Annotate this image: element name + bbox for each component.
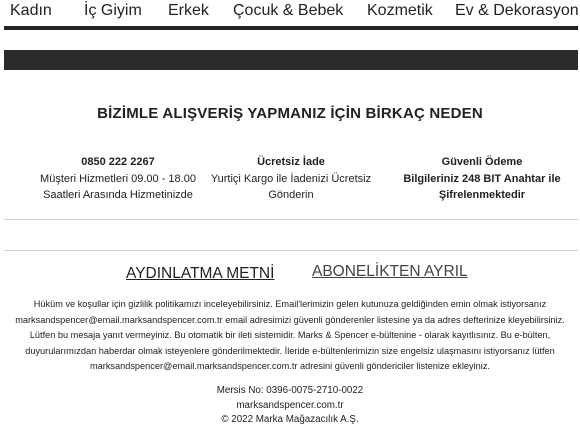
unsubscribe-link[interactable]: ABONELİKTEN AYRIL [312,263,468,280]
reason-secure-payment [392,154,572,204]
reason-free-return [201,154,381,204]
reason-secure-payment-body: Bilgileriniz 248 BIT Anahtar ile Şifrelenmektedir [403,172,561,201]
nav-item-erkek[interactable]: Erkek [168,2,209,19]
footer-info [0,384,580,427]
reason-secure-payment-title: Güvenli Ödeme [441,156,523,168]
mersis-number: Mersis No: 0396-0075-2710-0022 [216,385,364,396]
banner-strip [4,50,578,70]
site-domain: marksandspencer.com.tr [236,399,344,411]
reason-free-return-title: Ücretsiz İade [257,156,325,168]
privacy-notice-link[interactable]: AYDINLATMA METNİ [126,265,275,282]
reason-phone-title: 0850 222 2267 [81,156,155,168]
nav-item-kadin[interactable]: Kadın [10,2,52,19]
copyright: © 2022 Marka Mağazacılık A.Ş. [221,414,359,425]
section-divider [4,250,578,251]
top-nav [0,0,580,26]
nav-item-ev-dekorasyon[interactable]: Ev & Dekorasyon [455,2,579,19]
nav-divider [4,26,578,30]
reason-free-return-body: Yurtiçi Kargo ile İadenizi Ücretsiz Gönderin [210,172,372,201]
nav-item-cocuk-bebek[interactable]: Çocuk & Bebek [233,2,344,19]
reasons-heading: BİZİMLE ALIŞVERİŞ YAPMANIZ İÇİN BİRKAÇ NEDEN [97,105,483,122]
reason-phone-body: Müşteri Hizmetleri 09.00 - 18.00 Saatleri Arasında Hizmetinizde [40,172,196,201]
nav-item-ic-giyim[interactable]: İç Giyim [84,2,142,19]
reason-phone [28,154,208,204]
email-disclaimer: Hüküm ve koşullar için gizlilik politikamızı inceleyebilirsiniz. Email'lerimizin gelen kutunuza geldiğinden emin olmak istiyorsanız marksandspencer@email.marksandspencer.com.tr email adresimizi güvenli gönderenler listesine ya da adres defterinize kleyebilirsiniz. Lütfen bu mesaja yanıt vermeyiniz. Bu otomatik bir ileti sistemidir. Marks & Spencer e-bültenine - olarak kayıtlısınız. Bu e-bülten, duyurularımızdan haberdar olmak isteyenlere gönderilmektedir. İleride e-bültenlerimizin size engelsiz ulaşmasını istiyorsanız lütfen marksandspencer@email.marksandspencer.com.tr adresini güvenli göndericiler listenize ekleyiniz. [15,299,565,372]
nav-item-kozmetik[interactable]: Kozmetik [367,2,433,19]
section-divider [4,219,578,220]
